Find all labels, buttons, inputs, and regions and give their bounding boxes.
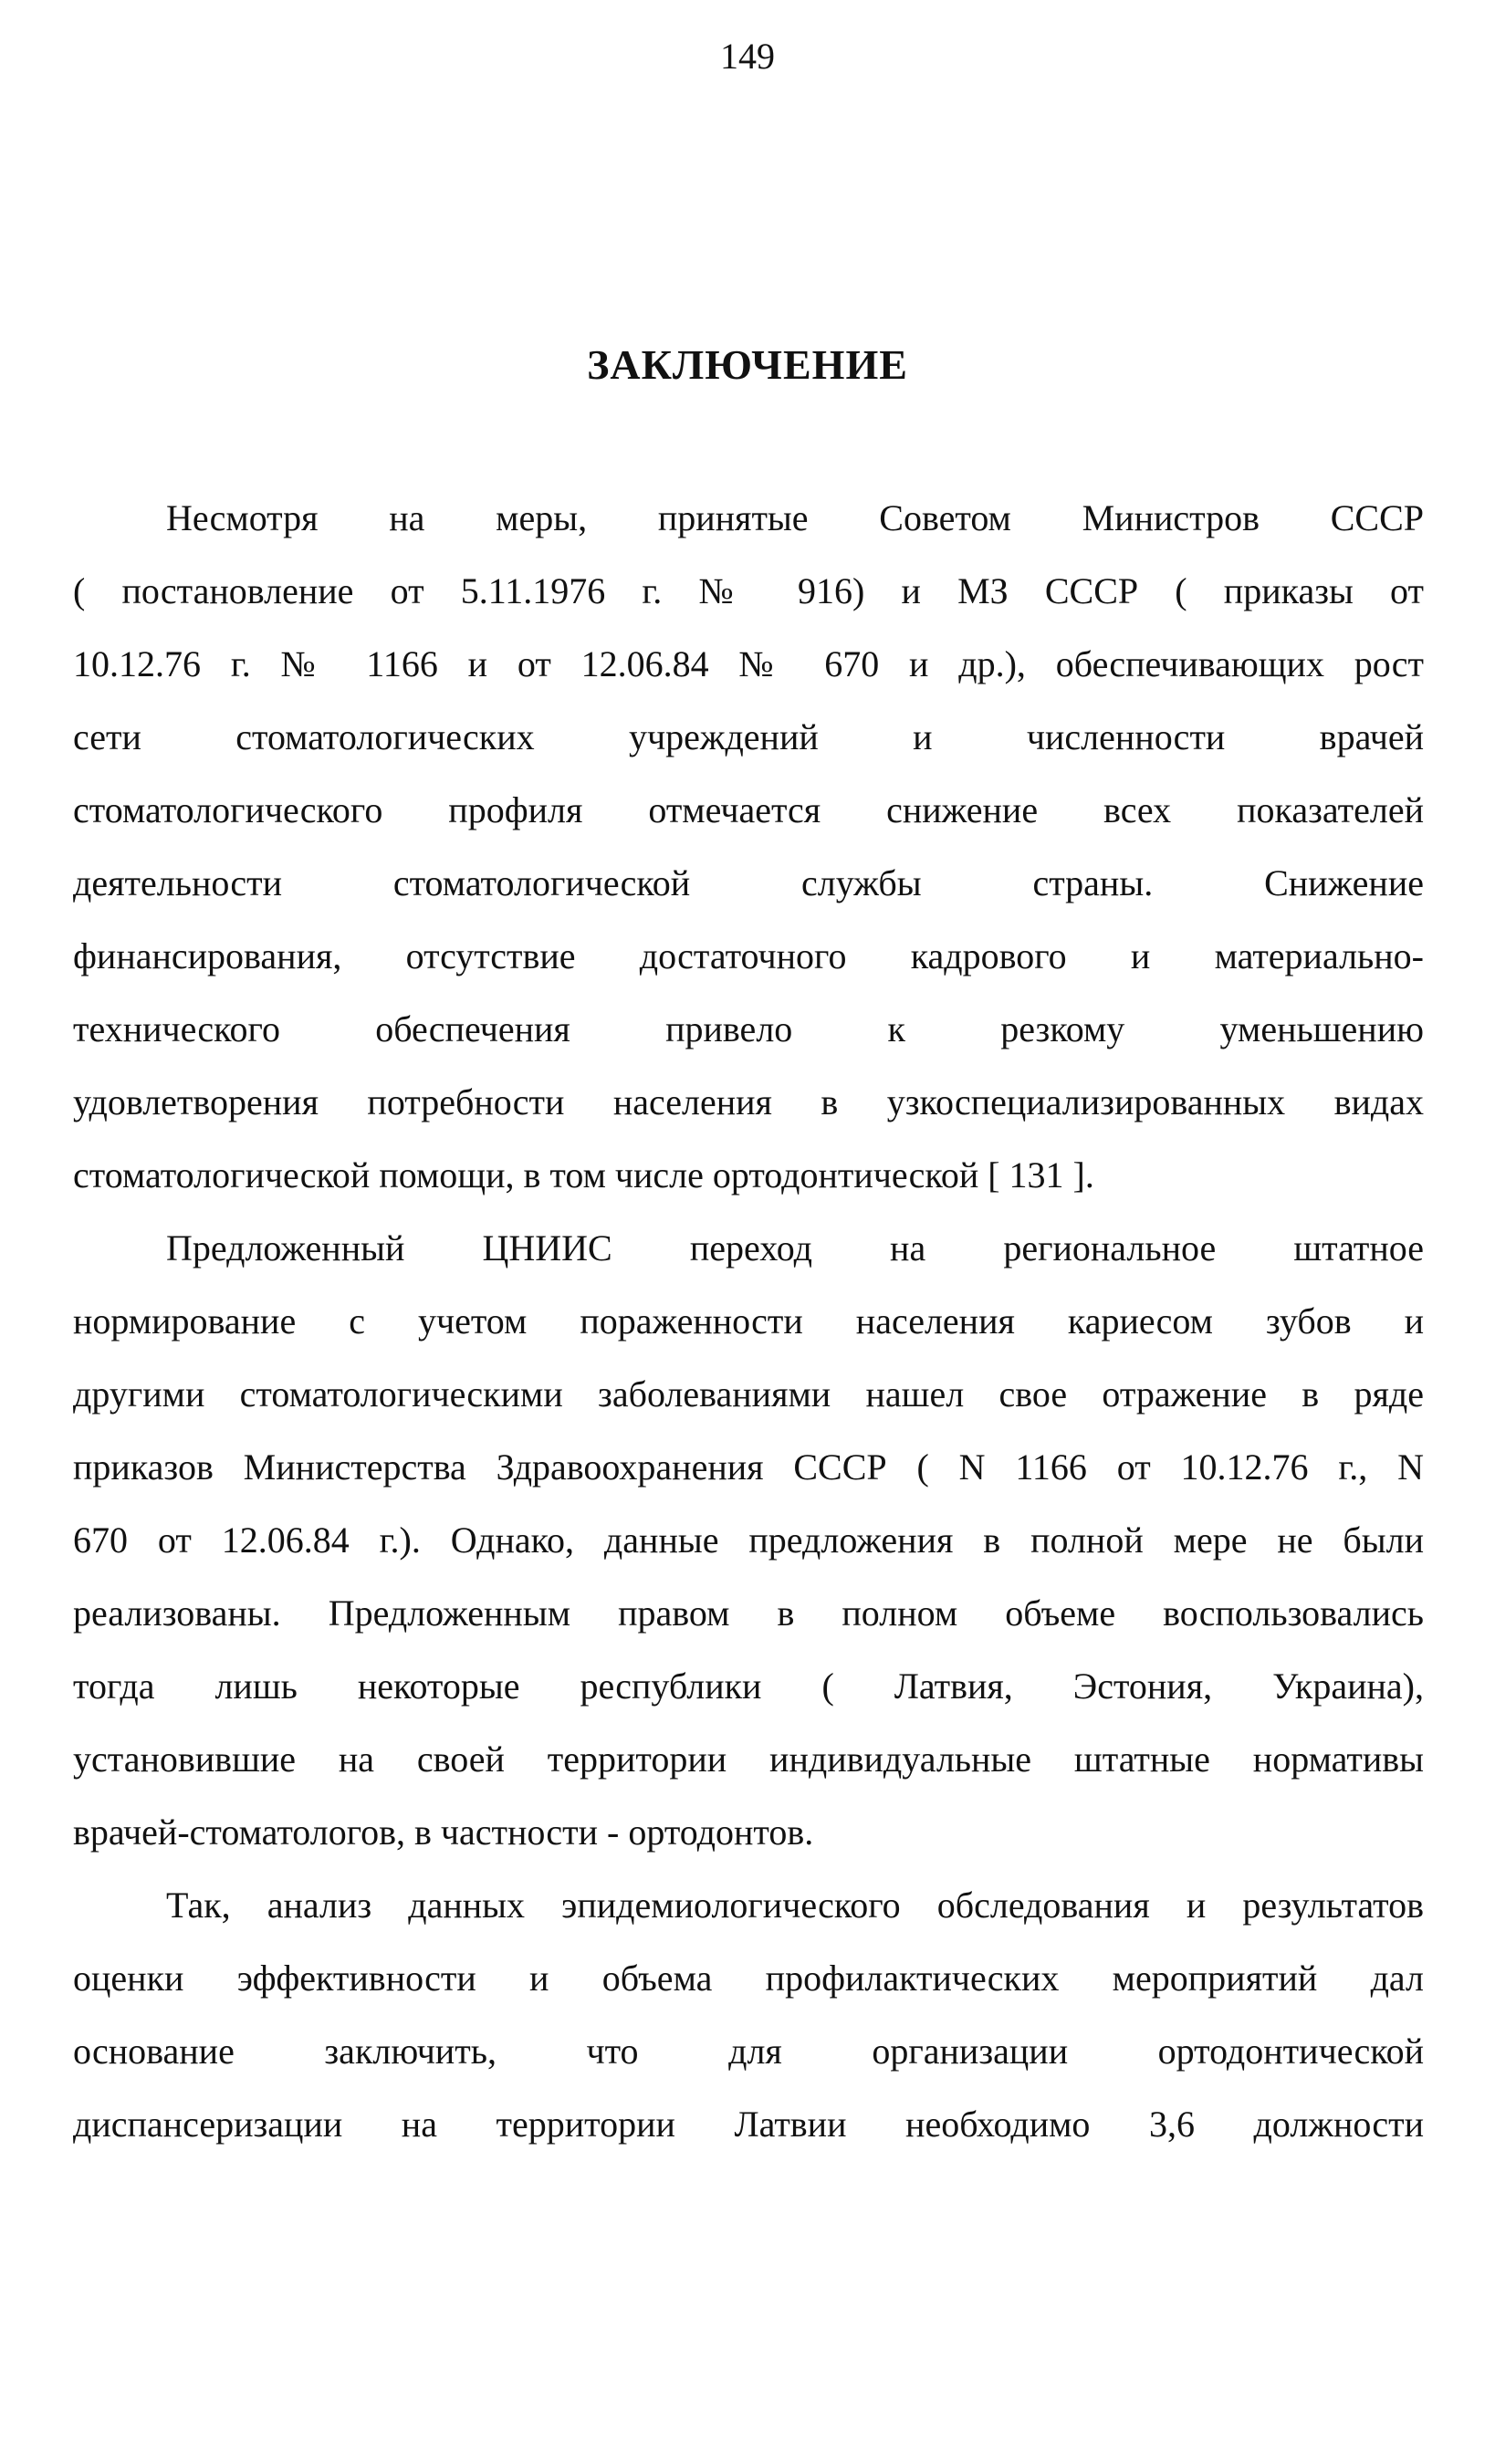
- text-line: сети стоматологических учреждений и численности врачей: [73, 716, 1424, 757]
- text-line: тогда лишь некоторые республики ( Латвия, Эстония, Украина),: [73, 1665, 1424, 1707]
- text-line: другими стоматологическими заболеваниями нашел свое отражение в ряде: [73, 1373, 1424, 1415]
- text-line: Предложенный ЦНИИС переход на региональное штатное: [166, 1227, 1424, 1269]
- text-line: Так, анализ данных эпидемиологического обследования и результатов: [166, 1885, 1424, 1926]
- text-line: ( постановление от 5.11.1976 г. № 916) и МЗ СССР ( приказы от: [73, 570, 1424, 611]
- paragraph-3: [73, 1880, 1424, 2172]
- text-line: диспансеризации на территории Латвии необходимо 3,6 должности: [73, 2104, 1424, 2145]
- text-line: стоматологического профиля отмечается снижение всех показателей: [73, 789, 1424, 830]
- page-number: 149: [720, 36, 775, 77]
- text-line: удовлетворения потребности населения в узкоспециализированных видах: [73, 1081, 1424, 1122]
- page-title: ЗАКЛЮЧЕНИЕ: [587, 341, 908, 388]
- text-line: технического обеспечения привело к резкому уменьшению: [73, 1008, 1424, 1049]
- paragraph-1: [73, 493, 1424, 1223]
- text-line: установившие на своей территории индивидуальные штатные нормативы: [73, 1738, 1424, 1780]
- text-line: финансирования, отсутствие достаточного кадрового и материально-: [73, 935, 1424, 976]
- text-line: стоматологической помощи, в том числе ортодонтической [ 131 ].: [73, 1154, 1094, 1195]
- text-line: реализованы. Предложенным правом в полном объеме воспользовались: [73, 1592, 1424, 1634]
- text-line: Несмотря на меры, принятые Советом Министров СССР: [166, 497, 1424, 538]
- document-body: [73, 493, 1424, 2172]
- text-line: приказов Министерства Здравоохранения СССР ( N 1166 от 10.12.76 г., N: [73, 1446, 1424, 1488]
- text-line: деятельности стоматологической службы страны. Снижение: [73, 862, 1424, 903]
- text-line: 10.12.76 г. № 1166 и от 12.06.84 № 670 и др.), обеспечивающих рост: [73, 643, 1424, 684]
- paragraph-2: [73, 1223, 1424, 1880]
- text-line: нормирование с учетом пораженности населения кариесом зубов и: [73, 1300, 1424, 1342]
- text-line: основание заключить, что для организации ортодонтической: [73, 2031, 1424, 2072]
- text-line: оценки эффективности и объема профилактических мероприятий дал: [73, 1958, 1424, 1999]
- text-line: врачей-стоматологов, в частности - ортодонтов.: [73, 1811, 814, 1853]
- text-line: 670 от 12.06.84 г.). Однако, данные предложения в полной мере не были: [73, 1519, 1424, 1561]
